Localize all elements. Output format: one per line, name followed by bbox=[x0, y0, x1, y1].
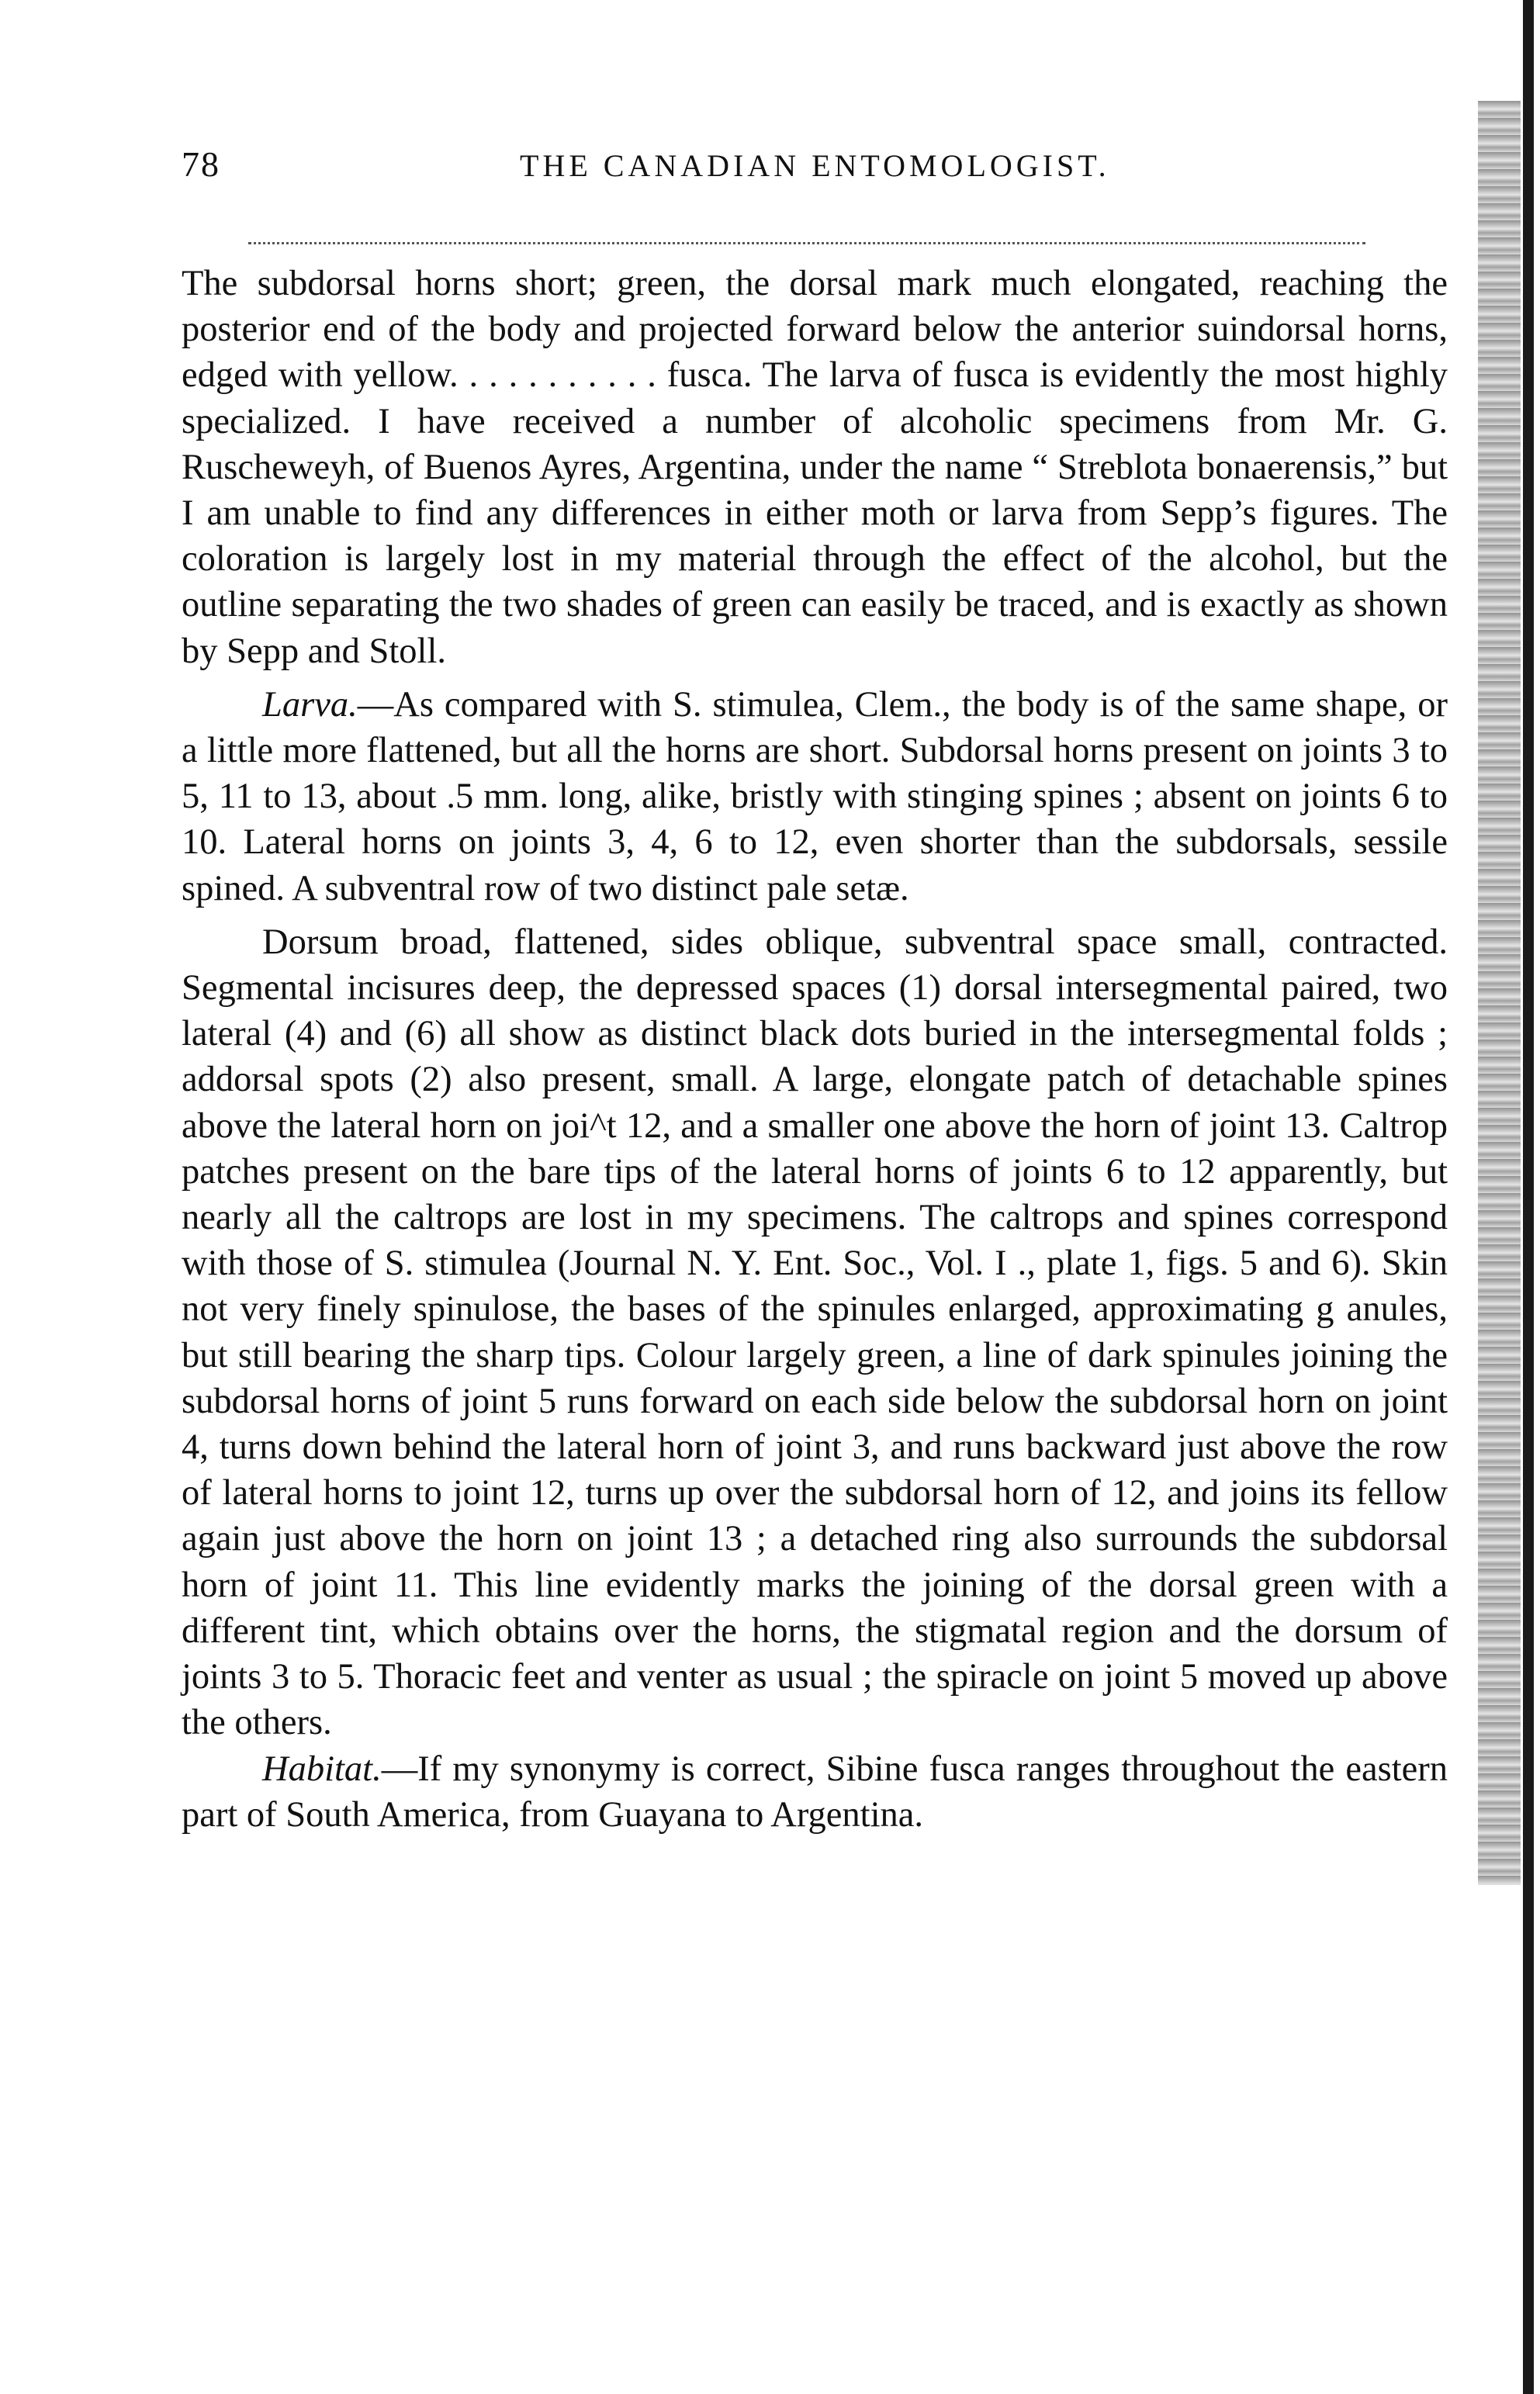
page-header bbox=[0, 144, 1540, 213]
scan-edge-speckle bbox=[1478, 101, 1521, 1885]
paragraph-text: —If my synonymy is correct, Sibine fusca ranges throughout the eastern part of South America, from Guayana to Argentina. bbox=[182, 1749, 1448, 1835]
section-lead-habitat: Habitat. bbox=[262, 1749, 382, 1789]
paragraph-dorsum bbox=[182, 919, 1448, 1746]
article-body bbox=[182, 261, 1448, 1838]
paragraph-habitat bbox=[182, 1746, 1448, 1838]
page-number: 78 bbox=[182, 144, 220, 184]
paragraph-larva bbox=[182, 682, 1448, 912]
scan-edge-bar bbox=[1523, 0, 1534, 2394]
paragraph-text: Dorsum broad, flattened, sides oblique, subventral space small, contracted. Segmental incisures deep, the depressed spaces (1) dorsal intersegmental paired, two lateral (4) and (6) all show as distinct black dots buried in the intersegmental folds ; addorsal spots (2) also present, small. A large, elongate patch of detachable spines above the lateral horn on joi^t 12, and a smaller one above the horn of joint 13. Caltrop patches present on the bare tips of the lateral horns of joints 6 to 12 apparently, but nearly all the caltrops are lost in my specimens. The caltrops and spines correspond with those of S. stimulea (Journal N. Y. Ent. Soc., Vol. I ., plate 1, figs. 5 and 6). Skin not very finely spinulose, the bases of the spinules enlarged, approximating g anules, but still bearing the sharp tips. Colour largely green, a line of dark spinules joining the subdorsal horns of joint 5 runs forward on each side below the subdorsal horn on joint 4, turns down behind the lateral horn of joint 3, and runs backward just above the row of lateral horns to joint 12, turns up over the subdorsal horn of 12, and joins its fellow again just above the horn on joint 13 ; a detached ring also surrounds the subdorsal horn of joint 11. This line evidently marks the joining of the dorsal green with a different tint, which obtains over the horns, the stigmatal region and the dorsum of joints 3 to 5. Thoracic feet and venter as usual ; the spiracle on joint 5 moved up above the others. bbox=[182, 922, 1448, 1743]
section-lead-larva: Larva. bbox=[262, 684, 358, 725]
paragraph-text: —As compared with S. stimulea, Clem., the body is of the same shape, or a little more flattened, but all the horns are short. Subdorsal horns present on joints 3 to 5, 11 to 13, about .5 mm. long, alike, bristly with stinging spines ; absent on joints 6 to 10. Lateral horns on joints 3, 4, 6 to 12, even shorter than the subdorsals, sessile spined. A subventral row of two distinct pale setæ. bbox=[182, 684, 1448, 908]
running-head: THE CANADIAN ENTOMOLOGIST. bbox=[520, 148, 1110, 183]
scan-edge-artifact bbox=[1478, 0, 1540, 2394]
paragraph-key-ending bbox=[182, 261, 1448, 674]
paragraph-text: The subdorsal horns short; green, the dorsal mark much elongated, reaching the posterior end of the body and projected forward below the anterior suindorsal horns, edged with yellow. . . . . . . . . . . fusca. The larva of fusca is evidently the most highly specialized. I have received a number of alcoholic specimens from Mr. G. Ruscheweyh, of Buenos Ayres, Argentina, under the name “ Streblota bonaerensis,” but I am unable to find any differences in either moth or larva from Sepp’s figures. The coloration is largely lost in my material through the effect of the alcohol, but the outline separating the two shades of green can easily be traced, and is exactly as shown by Sepp and Stoll. bbox=[182, 264, 1448, 671]
header-rule bbox=[248, 242, 1365, 244]
